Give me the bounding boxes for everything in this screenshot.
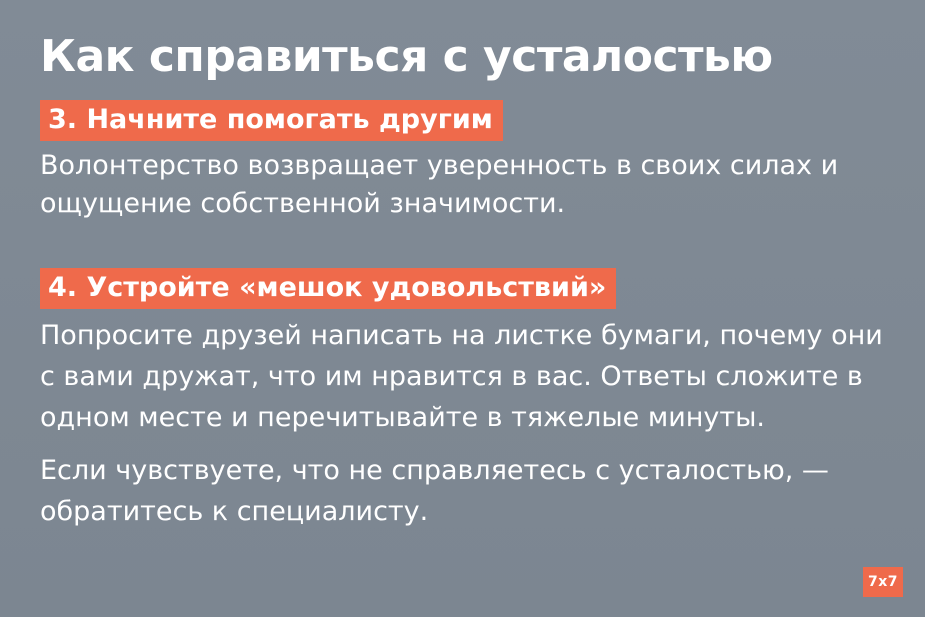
section-3 [40, 100, 885, 224]
section-3-heading-wrap [40, 100, 503, 147]
section-4-heading-wrap [40, 268, 616, 315]
section-3-paragraph-1: Волонтерство возвращает уверенность в своих силах и ощущение собственной значимости. [40, 150, 839, 220]
section-4 [40, 268, 885, 532]
logo-7x7: 7x7 [863, 567, 903, 597]
section-3-heading: 3. Начните помогать другим [40, 100, 503, 141]
section-4-heading: 4. Устройте «мешок удовольствий» [40, 268, 616, 309]
section-4-paragraph-1: Попросите друзей написать на листке бумаги, почему они с вами дружат, что им нравится в вас. Ответы сложите в одном месте и перечитывайте в тяжелые минуты. [40, 319, 883, 433]
page-title: Как справиться с усталостью [40, 31, 773, 82]
section-4-paragraph-2: Если чувствуете, что не справляетесь с усталостью, — обратитесь к специалисту. [40, 454, 829, 527]
